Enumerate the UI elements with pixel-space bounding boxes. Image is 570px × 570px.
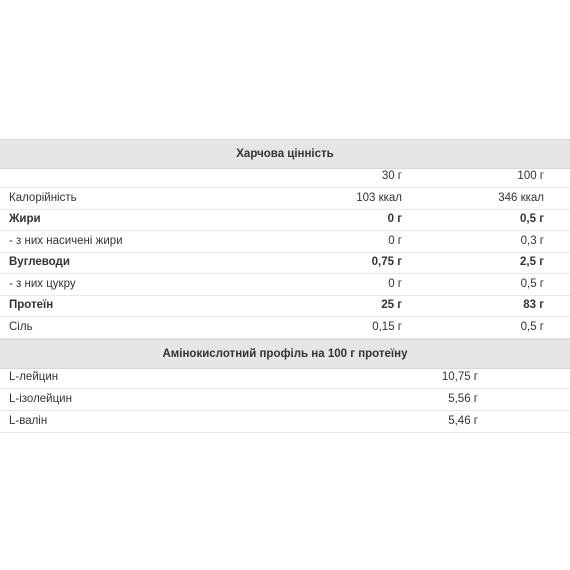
amino-title: Амінокислотний профіль на 100 г протеїну: [0, 339, 570, 369]
row-value-30g: 0,15 г: [372, 321, 402, 333]
table-row: [0, 274, 570, 296]
row-value-100g: 0,5 г: [520, 278, 544, 290]
table-row: [0, 188, 570, 210]
column-header-100g: 100 г: [517, 170, 544, 182]
row-value-30g: 0,75 г: [371, 256, 402, 268]
table-row: [0, 231, 570, 253]
row-value-100g: 0,3 г: [520, 235, 544, 247]
table-row: [0, 295, 570, 317]
column-header-30g: 30 г: [381, 170, 402, 182]
row-value-30g: 103 ккал: [356, 192, 402, 204]
row-label: - з них цукру: [9, 278, 76, 290]
table-row: [0, 411, 570, 433]
table-row: [0, 389, 570, 411]
row-label: L-ізолейцин: [9, 393, 72, 405]
row-value-30g: 0 г: [387, 213, 402, 225]
table-row: [0, 317, 570, 339]
table-row: [0, 209, 570, 231]
nutrition-title: Харчова цінність: [0, 139, 570, 169]
column-header-row: [0, 166, 570, 188]
row-value: 10,75 г: [441, 371, 478, 383]
row-value-100g: 0,5 г: [520, 321, 544, 333]
row-value-30g: 25 г: [381, 299, 402, 311]
row-label: Протеїн: [9, 299, 54, 311]
row-value-100g: 83 г: [523, 299, 544, 311]
table-row: [0, 252, 570, 274]
row-label: L-валін: [9, 415, 48, 427]
row-value-30g: 0 г: [388, 278, 402, 290]
row-value: 5,56 г: [448, 393, 478, 405]
row-value-100g: 0,5 г: [520, 213, 544, 225]
row-label: - з них насичені жири: [9, 235, 123, 247]
row-label: L-лейцин: [9, 371, 59, 383]
row-value-100g: 2,5 г: [520, 256, 544, 268]
row-label: Калорійність: [9, 192, 77, 204]
row-value-100g: 346 ккал: [498, 192, 544, 204]
row-label: Сіль: [9, 321, 33, 333]
row-value-30g: 0 г: [388, 235, 402, 247]
row-label: Вуглеводи: [9, 256, 70, 268]
row-label: Жири: [9, 213, 41, 225]
table-row: [0, 367, 570, 389]
row-value: 5,46 г: [448, 415, 478, 427]
